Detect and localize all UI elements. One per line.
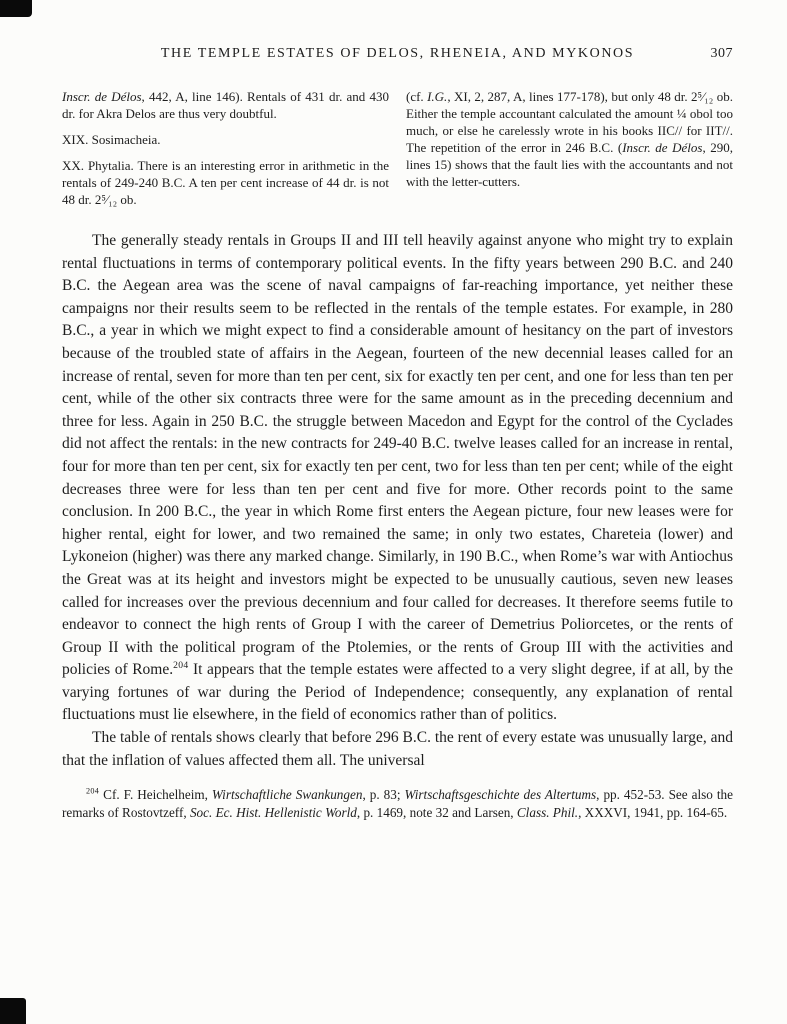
page-number: 307 [710, 46, 733, 61]
notes-left-column [62, 88, 389, 208]
body-paragraph-rentals-analysis: The generally steady rentals in Groups II and III tell heavily against anyone who might try to explain rental fluctuations in terms of contemporary political events. In the fifty years between 290 B.C. and 240 B.C. the Aegean area was the scene of naval campaigns of far-reaching importance, yet neither these campaigns nor their results seem to be reflected in the rentals of the temple estates. For example, in 280 B.C., a year in which we might expect to find a considerable amount of hesitancy on the part of investors because of the troubled state of affairs in the Aegean, fourteen of the new decennial leases called for an increase of rental, seven for more than ten per cent, six for exactly ten per cent, and one for less than ten per cent, while of the other six contracts three were for the same amount as in the preceding decennium and three for less. Again in 250 B.C. the struggle between Macedon and Egypt for the control of the Cyclades did not affect the rentals: in the new contracts for 249-40 B.C. twelve leases called for an increase in rental, four for more than ten per cent, six for exactly ten per cent, two for less than ten per cent; while of the eight decreases three were for less than ten per cent and five for more. Other records point to the same conclusion. In 200 B.C., the year in which Rome first enters the Aegean picture, four new leases were for higher rental, eight for lower, and two remained the same; in only two estates, Chareteia (lower) and Lykoneion (higher) was there any marked change. Similarly, in 190 B.C., when Rome’s war with Antiochus the Great was at its height and investors might be expected to be unusually cautious, seven new leases called for increases over the previous decennium and four called for decreases. It therefore seems futile to endeavor to connect the high rents of Group I with the career of Demetrius Poliorcetes, or the rents of Group II with the political program of the Ptolemies, or the rents of Group III with the activities and policies of Rome.$^{204}$ It appears that the temple estates were affected to a very slight degree, if at all, by the varying fortunes of war during the Period of Independence; consequently, any explanation of rental fluctuations must lie elsewhere, in the field of economics rather than of politics. [62, 232, 733, 724]
scan-artifact-top-left [0, 0, 32, 17]
note-paragraph-sosimacheia: XIX. Sosimacheia. [62, 132, 161, 147]
main-body-text [62, 230, 733, 772]
body-paragraph-table-of-rentals: The table of rentals shows clearly that before 296 B.C. the rent of every estate was unusually large, and that the inflation of values affected them all. The universal [62, 729, 733, 769]
running-title: THE TEMPLE ESTATES OF DELOS, RHENEIA, AND MYKONOS [160, 46, 635, 61]
notes-section [62, 88, 733, 208]
note-paragraph-inscr-delos: Inscr. de Délos, 442, A, line 146). Rentals of 431 dr. and 430 dr. for Akra Delos are thus very doubtful. [62, 89, 389, 121]
footnote-section [62, 786, 733, 821]
page-header [62, 46, 733, 62]
footnote-204: $^{204}$ Cf. F. Heichelheim, Wirtschaftliche Swankungen, p. 83; Wirtschaftsgeschichte des Altertums, pp. 452-53. See also the remarks of Rostovtzeff, Soc. Ec. Hist. Hellenistic World, p. 1469, note 32 and Larsen, Class. Phil., XXXVI, 1941, pp. 164-65. [62, 786, 733, 820]
note-paragraph-ig-reference: (cf. I.G., XI, 2, 287, A, lines 177-178), but only 48 dr. 2⁵⁄₁₂ ob. Either the temple accountant calculated the amount ¼ obol too much, or else he carelessly wrote in his books IIC// for IIT//. The repetition of the error in 246 B.C. (Inscr. de Délos, 290, lines 15) shows that the fault lies with the accountants and not with the letter-cutters. [406, 89, 733, 189]
scan-artifact-bottom-left [0, 998, 26, 1024]
note-paragraph-phytalia: XX. Phytalia. There is an interesting error in arithmetic in the rentals of 249-240 B.C. A ten per cent increase of 44 dr. is not 48 dr. 2⁵⁄₁₂ ob. [62, 158, 389, 207]
notes-right-column [406, 88, 733, 208]
